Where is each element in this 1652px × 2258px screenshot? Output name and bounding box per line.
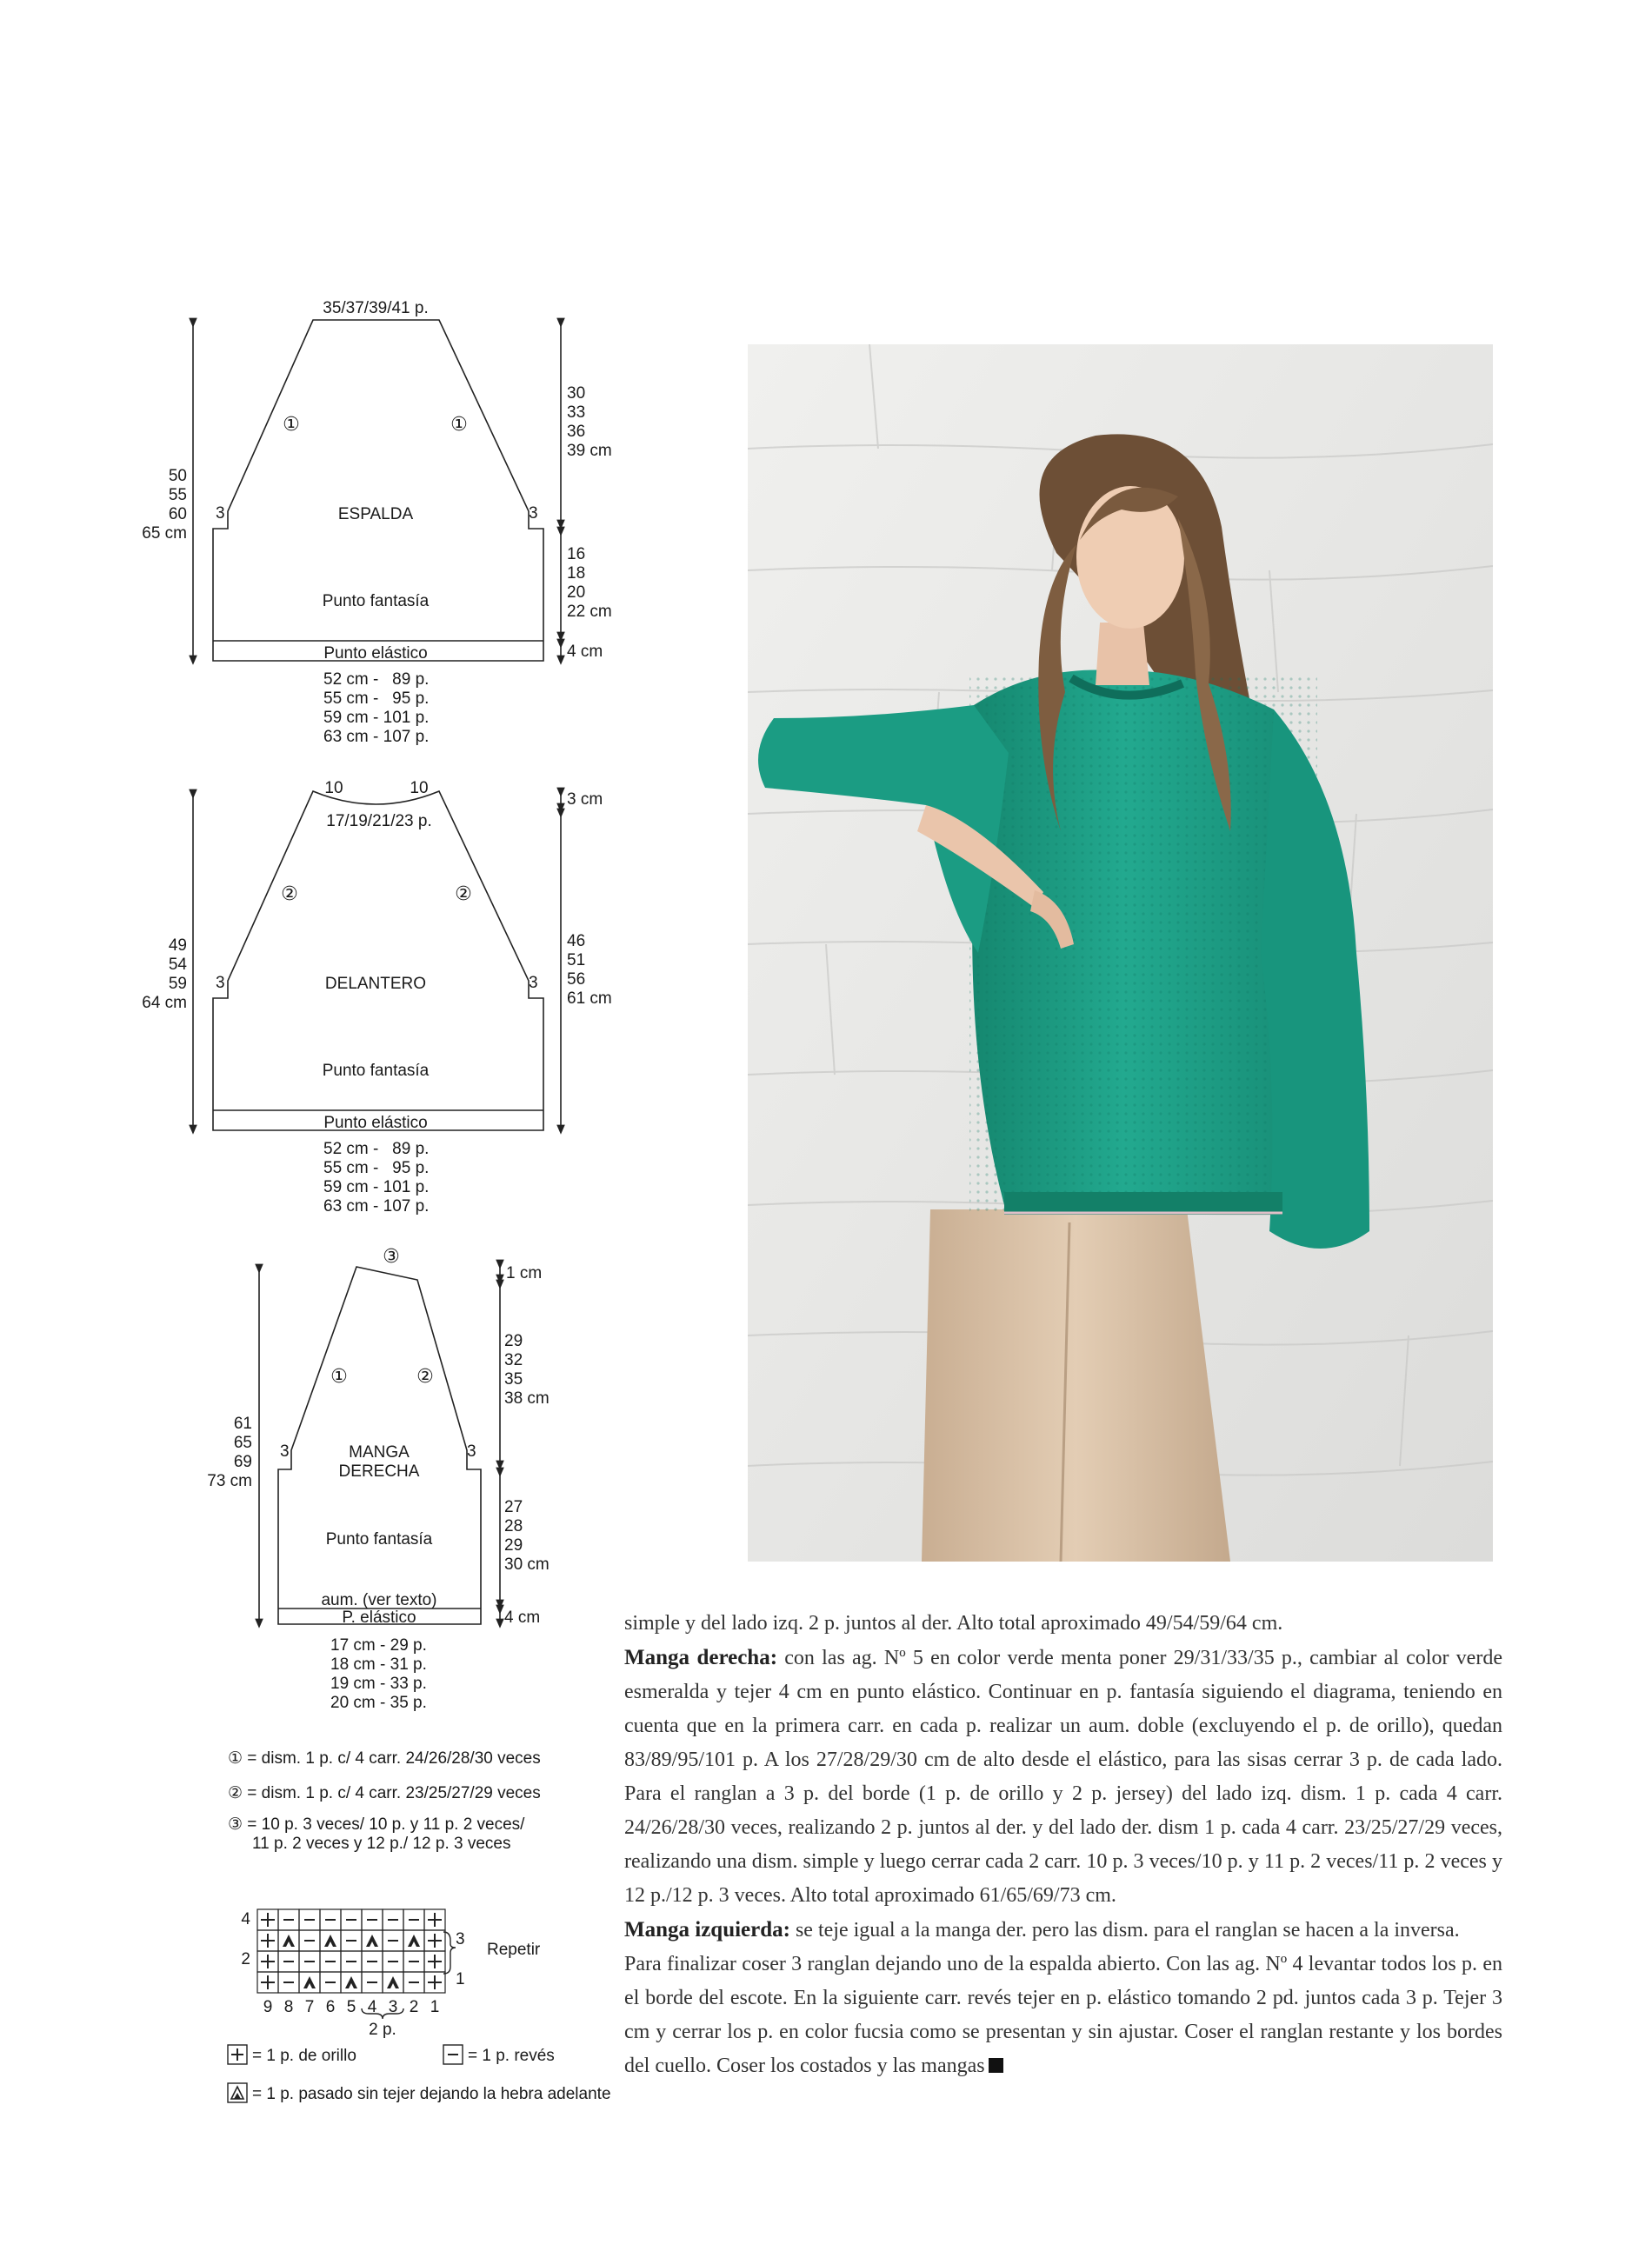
espalda-height-2: 55 [168,486,187,504]
chart-repeat-label: Repetir [487,1941,541,1959]
slip-stitch-icon [303,1976,316,1988]
chart-column-number: 4 [367,1998,377,2016]
manga-derecha-paragraph [624,1641,1502,1913]
manga-marker-left: ① [330,1366,348,1388]
plus-icon [428,1913,442,1927]
plus-icon [428,1975,442,1989]
chart-row-1: 1 [456,1970,465,1988]
delantero-height-2: 54 [168,956,187,974]
espalda-raglan-1: 30 [567,384,586,403]
delantero-rib: Punto elástico [323,1114,428,1132]
slip-stitch-icon [408,1935,420,1947]
delantero-neck-depth: 3 cm [567,790,603,809]
espalda-width-2: 55 cm - 95 p. [323,689,430,708]
manga-izquierda-text: se teje igual a la manga der. pero las dism. para el ranglan se hacen a la inversa. [795,1919,1460,1942]
espalda-side-1: 16 [567,545,586,563]
delantero-neck-left: 10 [324,779,343,797]
manga-stitch: Punto fantasía [325,1530,433,1549]
espalda-height-3: 60 [168,505,187,523]
delantero-marker-right: ② [455,883,472,905]
espalda-bindoff-right: 3 [529,504,538,523]
espalda-name: ESPALDA [337,505,414,523]
instructions-intro [624,1607,1502,1641]
delantero-width-3: 59 cm - 101 p. [323,1178,430,1196]
chart-column-number: 2 [409,1998,419,2016]
espalda-raglan-4: 39 cm [567,442,612,460]
manga-raglan-2: 32 [504,1351,523,1369]
espalda-marker-left: ① [283,414,300,436]
plus-icon [428,1934,442,1948]
espalda-marker-right: ① [450,414,468,436]
slip-stitch-icon [283,1935,295,1947]
manga-izquierda-paragraph [624,1913,1502,1948]
slip-stitch-icon-fill [234,2093,241,2099]
espalda-width-3: 59 cm - 101 p. [323,709,430,727]
pattern-diagrams [0,0,661,2258]
legend-item-1: ① = dism. 1 p. c/ 4 carr. 24/26/28/30 veces [228,1749,541,1768]
neck [1096,623,1149,685]
manga-side-4: 30 cm [504,1555,550,1574]
delantero-raglan-2: 51 [567,951,586,969]
chart-column-numbers [263,1998,440,2016]
key-selvage [228,2045,247,2064]
manga-bindoff-right: 3 [467,1442,476,1461]
espalda-side-2: 18 [567,564,586,583]
manga-raglan-4: 38 cm [504,1389,550,1408]
manga-height-3: 69 [233,1453,252,1471]
manga-height-4: 73 cm [207,1472,252,1490]
chart-column-number: 5 [346,1998,356,2016]
manga-height-2: 65 [233,1434,252,1452]
chart-column-number: 7 [304,1998,315,2016]
espalda-stitch: Punto fantasía [322,592,430,610]
pants [922,1209,1230,1562]
espalda-raglan-3: 36 [567,423,586,441]
delantero-raglan-1: 46 [567,932,586,950]
delantero-bindoff-right: 3 [529,974,538,992]
manga-rib: P. elástico [342,1609,416,1627]
chart-column-number: 8 [283,1998,294,2016]
chart-column-number: 3 [388,1998,398,2016]
manga-name-line2: DERECHA [338,1462,420,1481]
delantero-raglan-3: 56 [567,970,586,989]
stitch-chart [257,1909,445,1993]
finish-paragraph [624,1948,1502,2083]
plus-icon [231,2048,243,2061]
chart-repeat-count: 2 p. [369,2021,396,2039]
end-of-article-square-icon [989,2058,1003,2073]
espalda-rib: Punto elástico [323,644,428,663]
schematics-svg [0,0,661,2258]
espalda-top-width: 35/37/39/41 p. [323,299,429,317]
espalda-height-1: 50 [168,467,187,485]
espalda-raglan-2: 33 [567,403,586,422]
chart-column-number: 9 [263,1998,273,2016]
sweater-hem [1004,1192,1282,1215]
key-purl [443,2045,463,2064]
manga-height-1: 61 [233,1415,252,1433]
legend-item-3-line2: 11 p. 2 veces y 12 p./ 12 p. 3 veces [252,1835,511,1853]
slip-stitch-icon [324,1935,336,1947]
manga-side-1: 27 [504,1498,523,1516]
slip-stitch-icon [387,1976,399,1988]
plus-icon [428,1955,442,1968]
manga-izquierda-title: Manga izquierda: [624,1918,790,1942]
delantero-neck-width: 17/19/21/23 p. [326,812,432,830]
manga-raglan-3: 35 [504,1370,523,1389]
chart-column-number: 6 [325,1998,336,2016]
manga-width-2: 18 cm - 31 p. [330,1655,427,1674]
manga-raglan-1: 29 [504,1332,523,1350]
plus-icon [261,1913,275,1927]
chart-row-3: 3 [456,1930,465,1948]
delantero-height-1: 49 [168,936,187,955]
manga-increase: aum. (ver texto) [321,1591,437,1609]
manga-width-4: 20 cm - 35 p. [330,1694,427,1712]
delantero-stitch: Punto fantasía [322,1062,430,1080]
intro-text: simple y del lado izq. 2 p. juntos al der. Alto total aproximado 49/54/59/64 cm. [624,1612,1283,1635]
manga-name-line1: MANGA [349,1443,410,1462]
espalda-bindoff-left: 3 [216,504,225,523]
slip-stitch-icon [345,1976,357,1988]
delantero-bindoff-left: 3 [216,974,225,992]
key-selvage-text: = 1 p. de orillo [252,2047,356,2065]
delantero-marker-left: ② [281,883,298,905]
espalda-side-3: 20 [567,583,586,602]
espalda-rib-height: 4 cm [567,643,603,661]
model-photo [748,344,1493,1562]
delantero-name: DELANTERO [324,975,427,993]
plus-icon [261,1975,275,1989]
delantero-height-4: 64 cm [142,994,187,1012]
instructions-text [624,1607,1502,2083]
finish-text: Para finalizar coser 3 ranglan dejando uno de la espalda abierto. Con las ag. Nº 4 levantar todos los p. en el borde del escote. En la siguiente carr. revés tejer en p. elástico tomando 2 pd. juntos cada 3 p. Tejer 3 cm y cerrar los p. en color fucsia como se presentan y sin ajustar. Coser el ranglan restante y los bordes del cuello. Coser los costados y las mangas [624,1953,1502,2077]
delantero-width-4: 63 cm - 107 p. [323,1197,430,1216]
espalda-width-1: 52 cm - 89 p. [323,670,430,689]
plus-icon [261,1934,275,1948]
manga-derecha-text: con las ag. Nº 5 en color verde menta poner 29/31/33/35 p., cambiar al color verde esmeralda y tejer 4 cm en punto elástico. Continuar en p. fantasía siguiendo el diagrama, teniendo en cuenta que en la primera carr. en cada p. realizar un aum. doble (excluyendo el p. de orillo), quedan 83/89/95/101 p. A los 27/28/29/30 cm de alto desde el elástico, para las sisas cerrar 3 p. de cada lado. Para el ranglan a 3 p. del borde (1 p. de orillo y 2 p. jersey) del lado izq. dism. 1 p. cada 4 carr. 24/26/28/30 veces, realizando 2 p. juntos al der. y del lado der. dism 1 p. cada 4 carr. 23/25/27/29 veces, realizando una dism. simple y luego cerrar cada 2 carr. 10 p. 3 veces/10 p. y 11 p. 2 veces/11 p. 2 veces y 12 p./12 p. 3 veces. Alto total aproximado 61/65/69/73 cm. [624,1647,1502,1907]
plus-icon [261,1955,275,1968]
manga-width-3: 19 cm - 33 p. [330,1675,427,1693]
delantero-neck-right: 10 [410,779,429,797]
espalda-height-4: 65 cm [142,524,187,543]
legend-item-3-line1: ③ = 10 p. 3 veces/ 10 p. y 11 p. 2 veces/ [228,1815,525,1834]
manga-top-marker: ③ [383,1246,400,1268]
manga-bindoff-left: 3 [280,1442,290,1461]
manga-derecha-title: Manga derecha: [624,1646,778,1669]
model-photo-svg [748,344,1493,1562]
key-slip-text: = 1 p. pasado sin tejer dejando la hebra adelante [252,2085,611,2103]
manga-width-1: 17 cm - 29 p. [330,1636,427,1655]
delantero-width-1: 52 cm - 89 p. [323,1140,430,1158]
delantero-width-2: 55 cm - 95 p. [323,1159,430,1177]
chart-row-4: 4 [241,1910,250,1928]
chart-column-number: 1 [430,1998,440,2016]
manga-top-height: 1 cm [506,1264,543,1282]
manga-side-3: 29 [504,1536,523,1555]
manga-rib-height: 4 cm [504,1609,541,1627]
legend-item-2: ② = dism. 1 p. c/ 4 carr. 23/25/27/29 veces [228,1784,541,1802]
chart-row-2: 2 [241,1950,250,1968]
espalda-width-4: 63 cm - 107 p. [323,728,430,746]
key-slip [228,2083,247,2102]
delantero-height-3: 59 [168,975,187,993]
delantero-raglan-4: 61 cm [567,989,612,1008]
espalda-side-4: 22 cm [567,603,612,621]
slip-stitch-icon [366,1935,378,1947]
manga-side-2: 28 [504,1517,523,1535]
manga-marker-right: ② [416,1366,434,1388]
key-purl-text: = 1 p. revés [468,2047,555,2065]
